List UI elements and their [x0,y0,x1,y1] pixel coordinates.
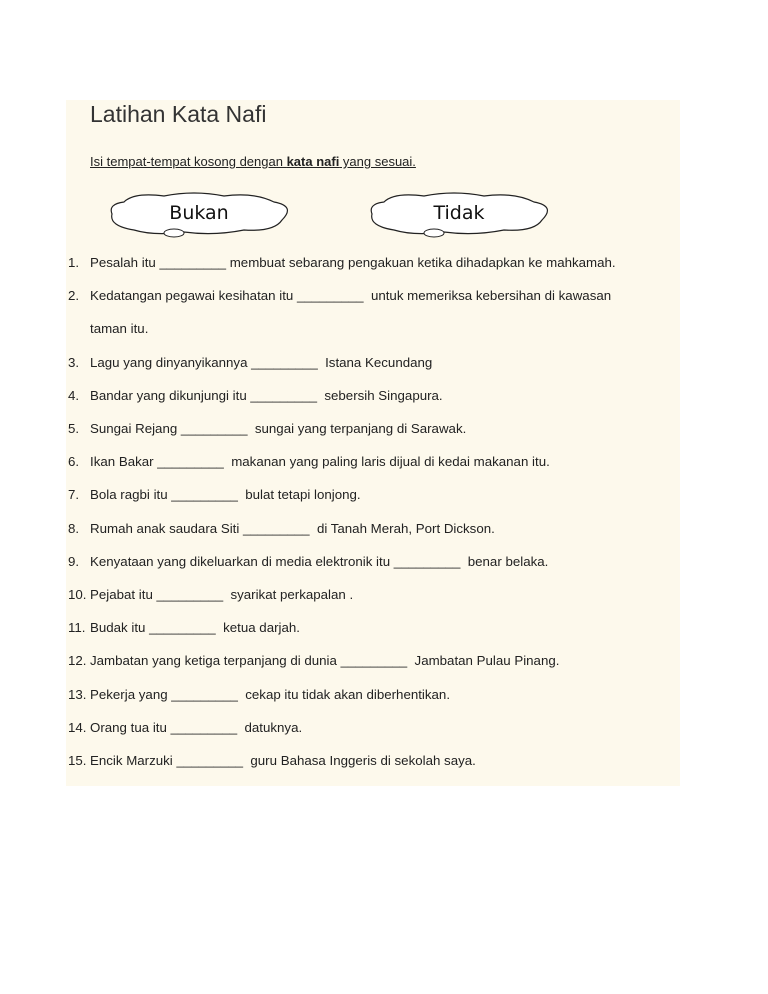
instruction [90,154,416,169]
question-number: 8. [68,520,80,536]
question-number: 6. [68,454,80,470]
instruction-bold: kata nafi [286,154,340,169]
question-item [68,554,548,569]
question-item [68,753,476,768]
question-number: 5. [68,421,80,436]
question-text: Rumah anak saudara Siti _________ di Tanah Merah, Port Dickson. [90,520,495,536]
option-tidak: Tidak [433,202,485,224]
instruction-text-end: yang sesuai. [339,154,416,169]
question-number: 13. [68,686,87,702]
question-text: Orang tua itu _________ datuknya. [90,719,303,735]
question-text: Lagu yang dinyanyikannya _________ Istana Kecundang [90,354,433,370]
question-text: Jambatan yang ketiga terpanjang di dunia _________ Jambatan Pulau Pinang. [90,653,560,669]
question-text: Pesalah itu _________ membuat sebarang pengakuan ketika dihadapkan ke mahkamah. [90,255,616,270]
question-item [68,720,302,735]
question-number: 12. [68,653,87,669]
question-item [68,620,300,635]
question-text: Kenyataan yang dikeluarkan di media elektronik itu _________ benar belaka. [90,553,549,569]
question-number: 11. [68,620,86,636]
option-cloud-tidak [364,192,554,240]
question-number: 1. [68,255,80,270]
instruction-text: Isi tempat-tempat kosong dengan [90,154,287,169]
question-number: 3. [68,354,80,370]
question-text: Sungai Rejang _________ sungai yang terpanjang di Sarawak. [90,421,467,436]
question-continuation: taman itu. [90,321,149,337]
page-title: Latihan Kata Nafi [90,101,267,127]
question-text: Encik Marzuki _________ guru Bahasa Inggeris di sekolah saya. [90,753,476,768]
option-bukan: Bukan [169,202,229,224]
question-text: Ikan Bakar _________ makanan yang paling laris dijual di kedai makanan itu. [90,454,550,470]
question-number: 2. [68,288,80,304]
question-item [68,288,611,303]
question-item [68,687,450,702]
question-number: 10. [68,587,87,602]
question-text: Bola ragbi itu _________ bulat tetapi lonjong. [90,487,361,503]
question-text: Pekerja yang _________ cekap itu tidak akan diberhentikan. [90,686,451,702]
question-number: 9. [68,553,80,569]
question-item [68,521,495,536]
question-number: 4. [68,387,80,403]
question-item [68,388,443,403]
question-text: Pejabat itu _________ syarikat perkapalan . [90,587,354,602]
question-text: Budak itu _________ ketua darjah. [90,620,300,636]
question-number: 14. [68,719,87,735]
question-text: Bandar yang dikunjungi itu _________ sebersih Singapura. [90,387,443,403]
option-cloud-bukan [104,192,294,240]
question-item [68,255,616,270]
question-number: 15. [68,753,87,768]
question-item [68,653,559,668]
question-item [68,355,432,370]
question-number: 7. [68,487,80,503]
question-item [68,421,466,436]
question-item [68,487,361,502]
question-text: Kedatangan pegawai kesihatan itu _________ untuk memeriksa kebersihan di kawasan [90,288,612,304]
question-item [68,587,353,602]
question-item [68,454,550,469]
